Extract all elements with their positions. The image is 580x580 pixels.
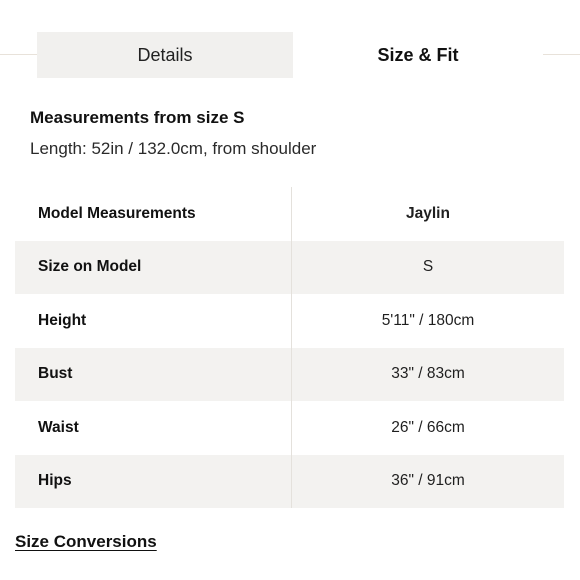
table-row <box>15 455 564 509</box>
row-label: Waist <box>15 401 292 455</box>
row-label: Size on Model <box>15 241 292 295</box>
table-row <box>15 348 564 402</box>
tab-details[interactable]: Details <box>37 32 293 78</box>
table-row <box>15 401 564 455</box>
measurements-heading: Measurements from size S <box>30 108 245 127</box>
row-value: 26" / 66cm <box>391 418 465 436</box>
size-conversions-link[interactable]: Size Conversions <box>15 532 157 551</box>
table-header-label: Model Measurements <box>15 187 292 241</box>
row-value: S <box>422 258 434 276</box>
row-value: 33" / 83cm <box>391 365 465 383</box>
row-label: Hips <box>15 455 292 509</box>
row-label: Bust <box>15 348 292 402</box>
table-header-row <box>15 187 564 241</box>
row-value: 5'11" / 180cm <box>381 311 475 329</box>
model-measurements-table <box>15 187 564 508</box>
length-text: Length: 52in / 132.0cm, from shoulder <box>30 139 317 158</box>
row-value: 36" / 91cm <box>391 472 465 490</box>
table-row <box>15 241 564 295</box>
tab-bar <box>37 32 543 78</box>
model-name: Jaylin <box>406 204 450 222</box>
row-label: Height <box>15 294 292 348</box>
tab-size-and-fit[interactable]: Size & Fit <box>293 32 543 78</box>
table-row <box>15 294 564 348</box>
